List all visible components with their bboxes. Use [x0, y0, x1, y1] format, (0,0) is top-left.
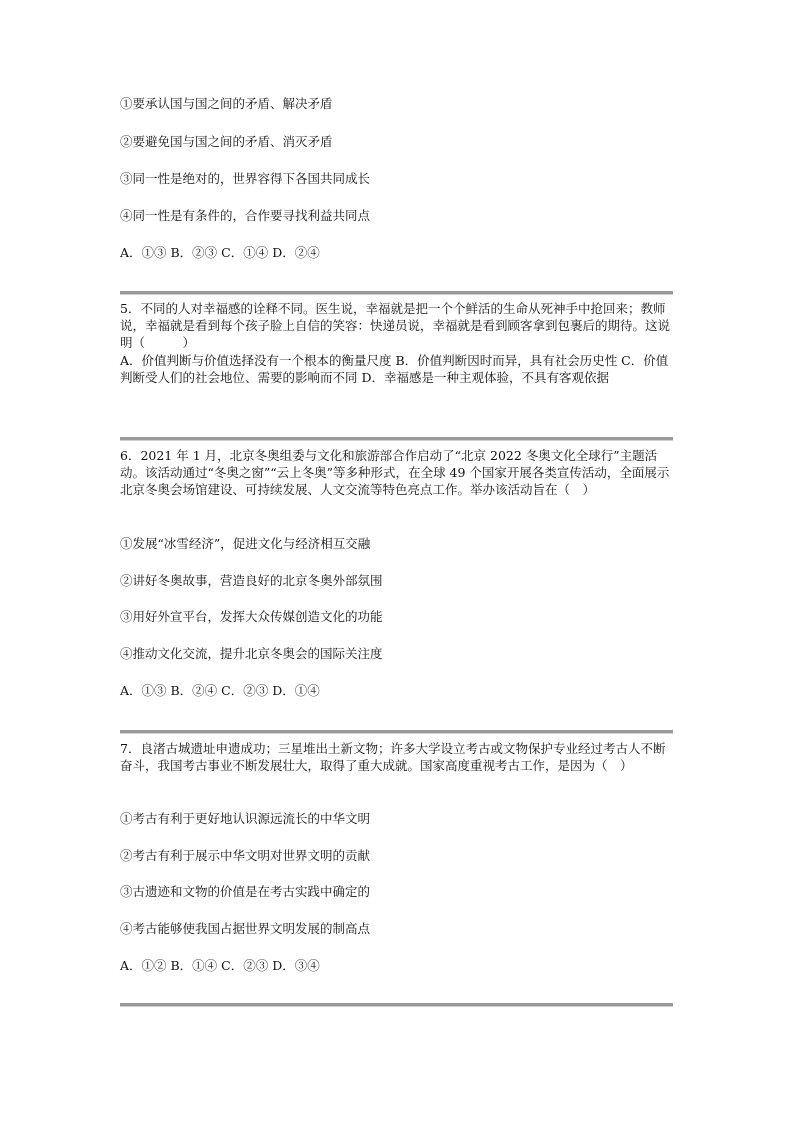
q6-option-3: ③用好外宣平台，发挥大众传媒创造文化的功能: [120, 609, 383, 624]
q4-option-4: ④同一性是有条件的，合作要寻找利益共同点: [120, 208, 371, 223]
q7-option-2: ②考古有利于展示中华文明对世界文明的贡献: [120, 848, 371, 863]
q5-stem: 5．不同的人对幸福感的诠释不同。医生说，幸福就是把一个个鲜活的生命从死神手中抢回来；教师说，幸福就是看到每个孩子脸上自信的笑容：快递员说，幸福就是看到顾客拿到包裹后的期待。这说明（ ）: [120, 301, 671, 350]
q7-stem: 7．良渚古城遗址申遗成功；三星堆出土新文物；许多大学设立考古或文物保护专业经过考古人不断奋斗，我国考古事业不断发展壮大，取得了重大成就。国家高度重视考古工作，是因为（ ）: [120, 741, 666, 773]
q7-option-1: ①考古有利于更好地认识源远流长的中华文明: [120, 811, 371, 826]
divider-rule: [120, 1003, 673, 1007]
q5-answer-choices: A．价值判断与价值选择没有一个根本的衡量尺度 B．价值判断因时而异，具有社会历史性 C．价值判断受人们的社会地位、需要的影响而不同 D．幸福感是一种主观体验，不具有客观依据: [120, 353, 669, 385]
q6-answer-choices: A．①③ B．②④ C．②③ D．①④: [120, 683, 320, 698]
q7-option-4: ④考古能够使我国占据世界文明发展的制高点: [120, 921, 371, 936]
q4-option-1: ①要承认国与国之间的矛盾、解决矛盾: [120, 96, 333, 111]
q4-option-2: ②要避免国与国之间的矛盾、消灭矛盾: [120, 134, 333, 149]
q6-option-2: ②讲好冬奥故事，营造良好的北京冬奥外部氛围: [120, 573, 383, 588]
q4-answer-choices: A．①③ B．②③ C．①④ D．②④: [120, 245, 320, 260]
divider-rule: [120, 730, 673, 734]
divider-rule: [120, 291, 673, 295]
q4-option-3: ③同一性是绝对的，世界容得下各国共同成长: [120, 171, 371, 186]
q7-option-3: ③古遗迹和文物的价值是在考古实践中确定的: [120, 884, 371, 899]
divider-rule: [120, 437, 673, 441]
q6-stem: 6．2021 年 1 月，北京冬奥组委与文化和旅游部合作启动了“北京 2022 冬奥文化全球行”主题活动。该活动通过“冬奥之窗”“云上冬奥”等多种形式，在全球 49 个国家开展各类宣传活动，全面展示北京冬奥会场馆建设、可持续发展、人文交流等特色亮点工作。举办该活动旨在（ ）: [120, 448, 670, 497]
q6-option-1: ①发展“冰雪经济”，促进文化与经济相互交融: [120, 536, 371, 551]
q7-answer-choices: A．①② B．①④ C．②③ D．③④: [120, 958, 320, 973]
q6-option-4: ④推动文化交流，提升北京冬奥会的国际关注度: [120, 646, 383, 661]
